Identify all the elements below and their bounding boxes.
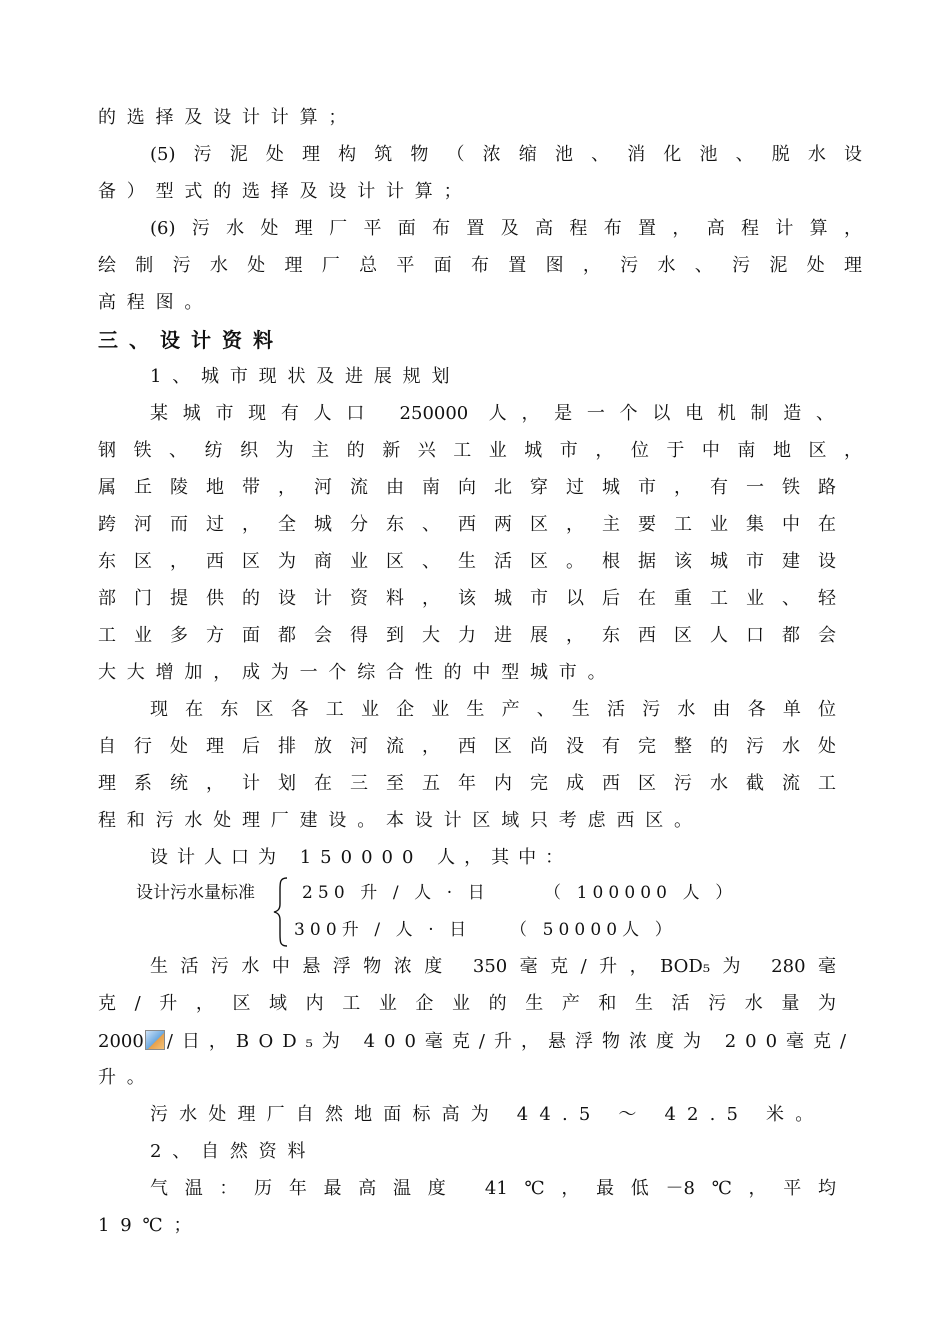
text-line: 钢铁、纺织为主的新兴工业城市，位于中南地区， [98, 440, 862, 461]
text-line: 备）型式的选择及设计计算； [98, 181, 473, 202]
text-line: 克/升，区域内工业企业的生产和生活污水量为 [98, 993, 836, 1014]
text-line: 工业多方面都会得到大力进展，东西区人口都会 [98, 625, 836, 646]
subsection-title: 2、自然资料 [150, 1141, 317, 1162]
standard-rate-2: 300升 / 人 · 日 [294, 920, 472, 940]
text-line: 跨河而过，全城分东、西两区，主要工业集中在 [98, 514, 836, 535]
text-line: 自行处理后排放河流，西区尚没有完整的污水处 [98, 736, 836, 757]
text-line-rest: /日，BOD₅为 400毫克/升，悬浮物浓度为 200毫克/ [166, 1031, 856, 1052]
curly-brace-icon [272, 876, 290, 948]
text-line: 19℃； [98, 1215, 203, 1236]
text-line: 的选择及设计计算； [98, 107, 358, 128]
text-line: 某城市现有人口 250000 人，是一个以电机制造、 [150, 403, 834, 424]
flow-value: 2000 [98, 1031, 144, 1052]
text-line: (6)污水处理厂平面布置及高程布置，高程计算， [150, 218, 862, 239]
text-line: 程和污水处理厂建设。本设计区域只考虑西区。 [98, 810, 703, 831]
text-line: 大大增加，成为一个综合性的中型城市。 [98, 662, 617, 683]
text-line: 属丘陵地带，河流由南向北穿过城市，有一铁路 [98, 477, 836, 498]
broken-image-icon [145, 1030, 165, 1050]
text-line [98, 1030, 862, 1052]
text-line: 生活污水中悬浮物浓度 350毫克/升，BOD₅为 280毫 [150, 956, 836, 977]
subsection-title: 1、城市现状及进展规划 [150, 366, 461, 387]
sewage-standard-label: 设计污水量标准 [136, 883, 255, 903]
text-line: 理系统，计划在三至五年内完成西区污水截流工 [98, 773, 836, 794]
text-line: 污水处理厂自然地面标高为 44.5 ～ 42.5 米。 [150, 1104, 825, 1125]
text-line: 设计人口为 150000 人，其中： [150, 847, 573, 868]
text-line: 气温：历年最高温度 41℃，最低－8℃，平均 [150, 1178, 836, 1199]
text-line: 高程图。 [98, 292, 214, 313]
text-line: 东区，西区为商业区、生活区。根据该城市建设 [98, 551, 836, 572]
text-line: 绘制污水处理厂总平面布置图，污水、污泥处理 [98, 255, 862, 276]
standard-rate-1: 250 升 / 人 · 日 [302, 883, 490, 903]
standard-population-1: （ 100000 人 ） [544, 883, 738, 903]
standard-population-2: （ 50000人 ） [510, 920, 677, 940]
text-line: 升。 [98, 1067, 156, 1088]
text-line: (5)污泥处理构筑物（浓缩池、消化池、脱水设 [150, 144, 862, 165]
text-line: 现在东区各工业企业生产、生活污水由各单位 [150, 699, 836, 720]
section-heading: 三、设计资料 [98, 328, 284, 352]
text-line: 部门提供的设计资料，该城市以后在重工业、轻 [98, 588, 836, 609]
